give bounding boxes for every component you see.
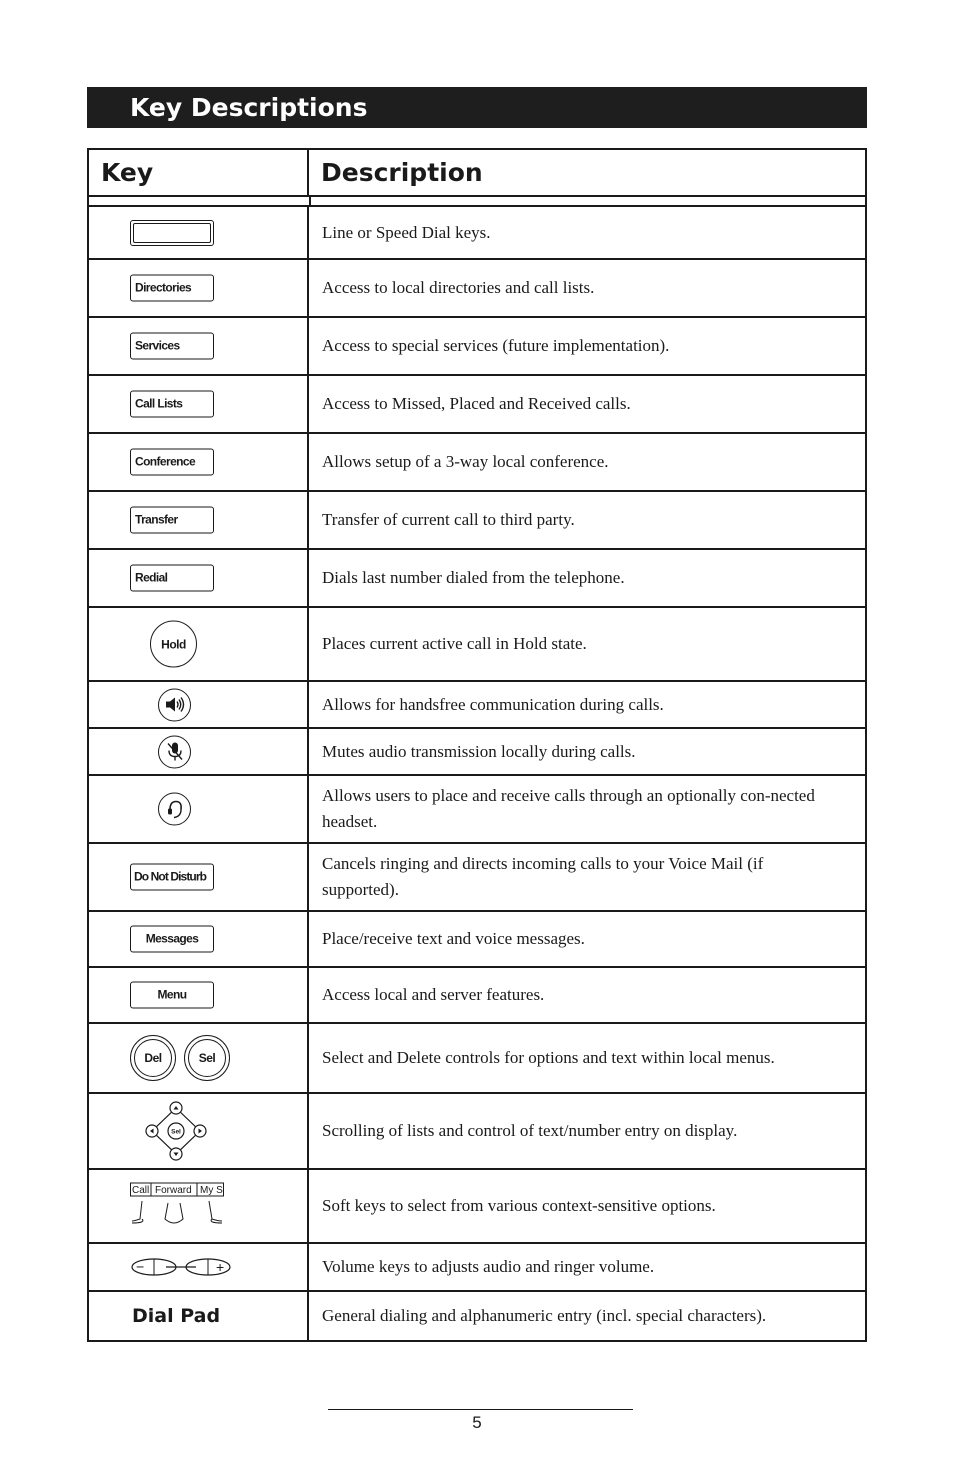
row-description: Allows for handsfree communication during calls. — [322, 694, 664, 714]
table-row — [89, 729, 865, 776]
row-description: Scrolling of lists and control of text/number entry on display. — [322, 1121, 738, 1140]
softkey-call-label: Call — [132, 1185, 150, 1196]
soft-keys-icon — [130, 1181, 224, 1231]
row-description: Dials last number dialed from the telephone. — [322, 568, 625, 587]
menu-key: Menu — [130, 982, 214, 1009]
table-row — [89, 492, 865, 550]
table-row — [89, 207, 865, 260]
row-description: Place/receive text and voice messages. — [322, 929, 585, 948]
volume-keys-icon — [130, 1257, 232, 1277]
row-description: Allows setup of a 3-way local conference. — [322, 452, 609, 471]
header-spacer — [89, 197, 865, 207]
table-row — [89, 318, 865, 376]
page-number: 5 — [472, 1413, 482, 1432]
table-row — [89, 776, 865, 844]
table-row — [89, 682, 865, 729]
row-description: Allows users to place and receive calls through an optionally con-nected headset. — [322, 786, 815, 831]
table-row — [89, 550, 865, 608]
row-description: Access to local directories and call lists. — [322, 278, 595, 297]
row-description: General dialing and alphanumeric entry (incl. special characters). — [322, 1306, 767, 1325]
row-description: Select and Delete controls for options and text within local menus. — [322, 1048, 775, 1067]
dial-pad-label: Dial Pad — [132, 1305, 221, 1327]
table-row — [89, 1170, 865, 1244]
navigation-cluster-icon — [144, 1100, 208, 1162]
do-not-disturb-key: Do Not Disturb — [130, 864, 214, 891]
row-description: Line or Speed Dial keys. — [322, 222, 491, 242]
table-row — [89, 1292, 865, 1340]
transfer-key: Transfer — [130, 507, 214, 534]
services-key: Services — [130, 333, 214, 360]
hold-key: Hold — [150, 621, 197, 668]
row-description: Volume keys to adjusts audio and ringer volume. — [322, 1257, 655, 1276]
redial-key: Redial — [130, 565, 214, 592]
row-description: Transfer of current call to third party. — [322, 510, 575, 529]
microphone-mute-icon — [158, 735, 191, 768]
line-key — [130, 220, 214, 246]
speaker-icon — [158, 688, 191, 721]
nav-select-label: Sel — [171, 1128, 181, 1136]
row-description: Access local and server features. — [322, 985, 545, 1004]
delete-key: Del — [130, 1035, 176, 1081]
directories-key: Directories — [130, 275, 214, 302]
section-banner — [87, 87, 867, 128]
table-row — [89, 1024, 865, 1094]
table-header — [89, 150, 865, 197]
row-description: Places current active call in Hold state. — [322, 634, 587, 653]
table-row — [89, 434, 865, 492]
table-row — [89, 968, 865, 1024]
table-row — [89, 260, 865, 318]
table-row — [89, 1094, 865, 1170]
row-description: Soft keys to select from various context-sensitive options. — [322, 1196, 716, 1215]
table-row — [89, 608, 865, 682]
table-row — [89, 844, 865, 912]
conference-key: Conference — [130, 449, 214, 476]
volume-up-label: + — [216, 1259, 225, 1275]
table-row — [89, 912, 865, 968]
section-title: Key Descriptions — [130, 93, 368, 122]
select-key: Sel — [184, 1035, 230, 1081]
key-descriptions-table — [87, 148, 867, 1342]
row-description: Access to special services (future implementation). — [322, 336, 670, 355]
header-description: Description — [321, 158, 483, 187]
softkey-forward-label: Forward — [155, 1185, 192, 1196]
call-lists-key: Call Lists — [130, 391, 214, 418]
softkey-mys-label: My S — [200, 1185, 223, 1196]
footer-rule — [328, 1409, 633, 1410]
table-row — [89, 1244, 865, 1292]
messages-key: Messages — [130, 926, 214, 953]
row-description: Cancels ringing and directs incoming calls to your Voice Mail (if supported). — [322, 854, 764, 899]
row-description: Access to Missed, Placed and Received calls. — [322, 394, 631, 413]
volume-down-label: − — [136, 1258, 145, 1275]
header-key: Key — [89, 150, 309, 195]
table-row — [89, 376, 865, 434]
row-description: Mutes audio transmission locally during calls. — [322, 741, 636, 761]
headset-icon — [158, 793, 191, 826]
